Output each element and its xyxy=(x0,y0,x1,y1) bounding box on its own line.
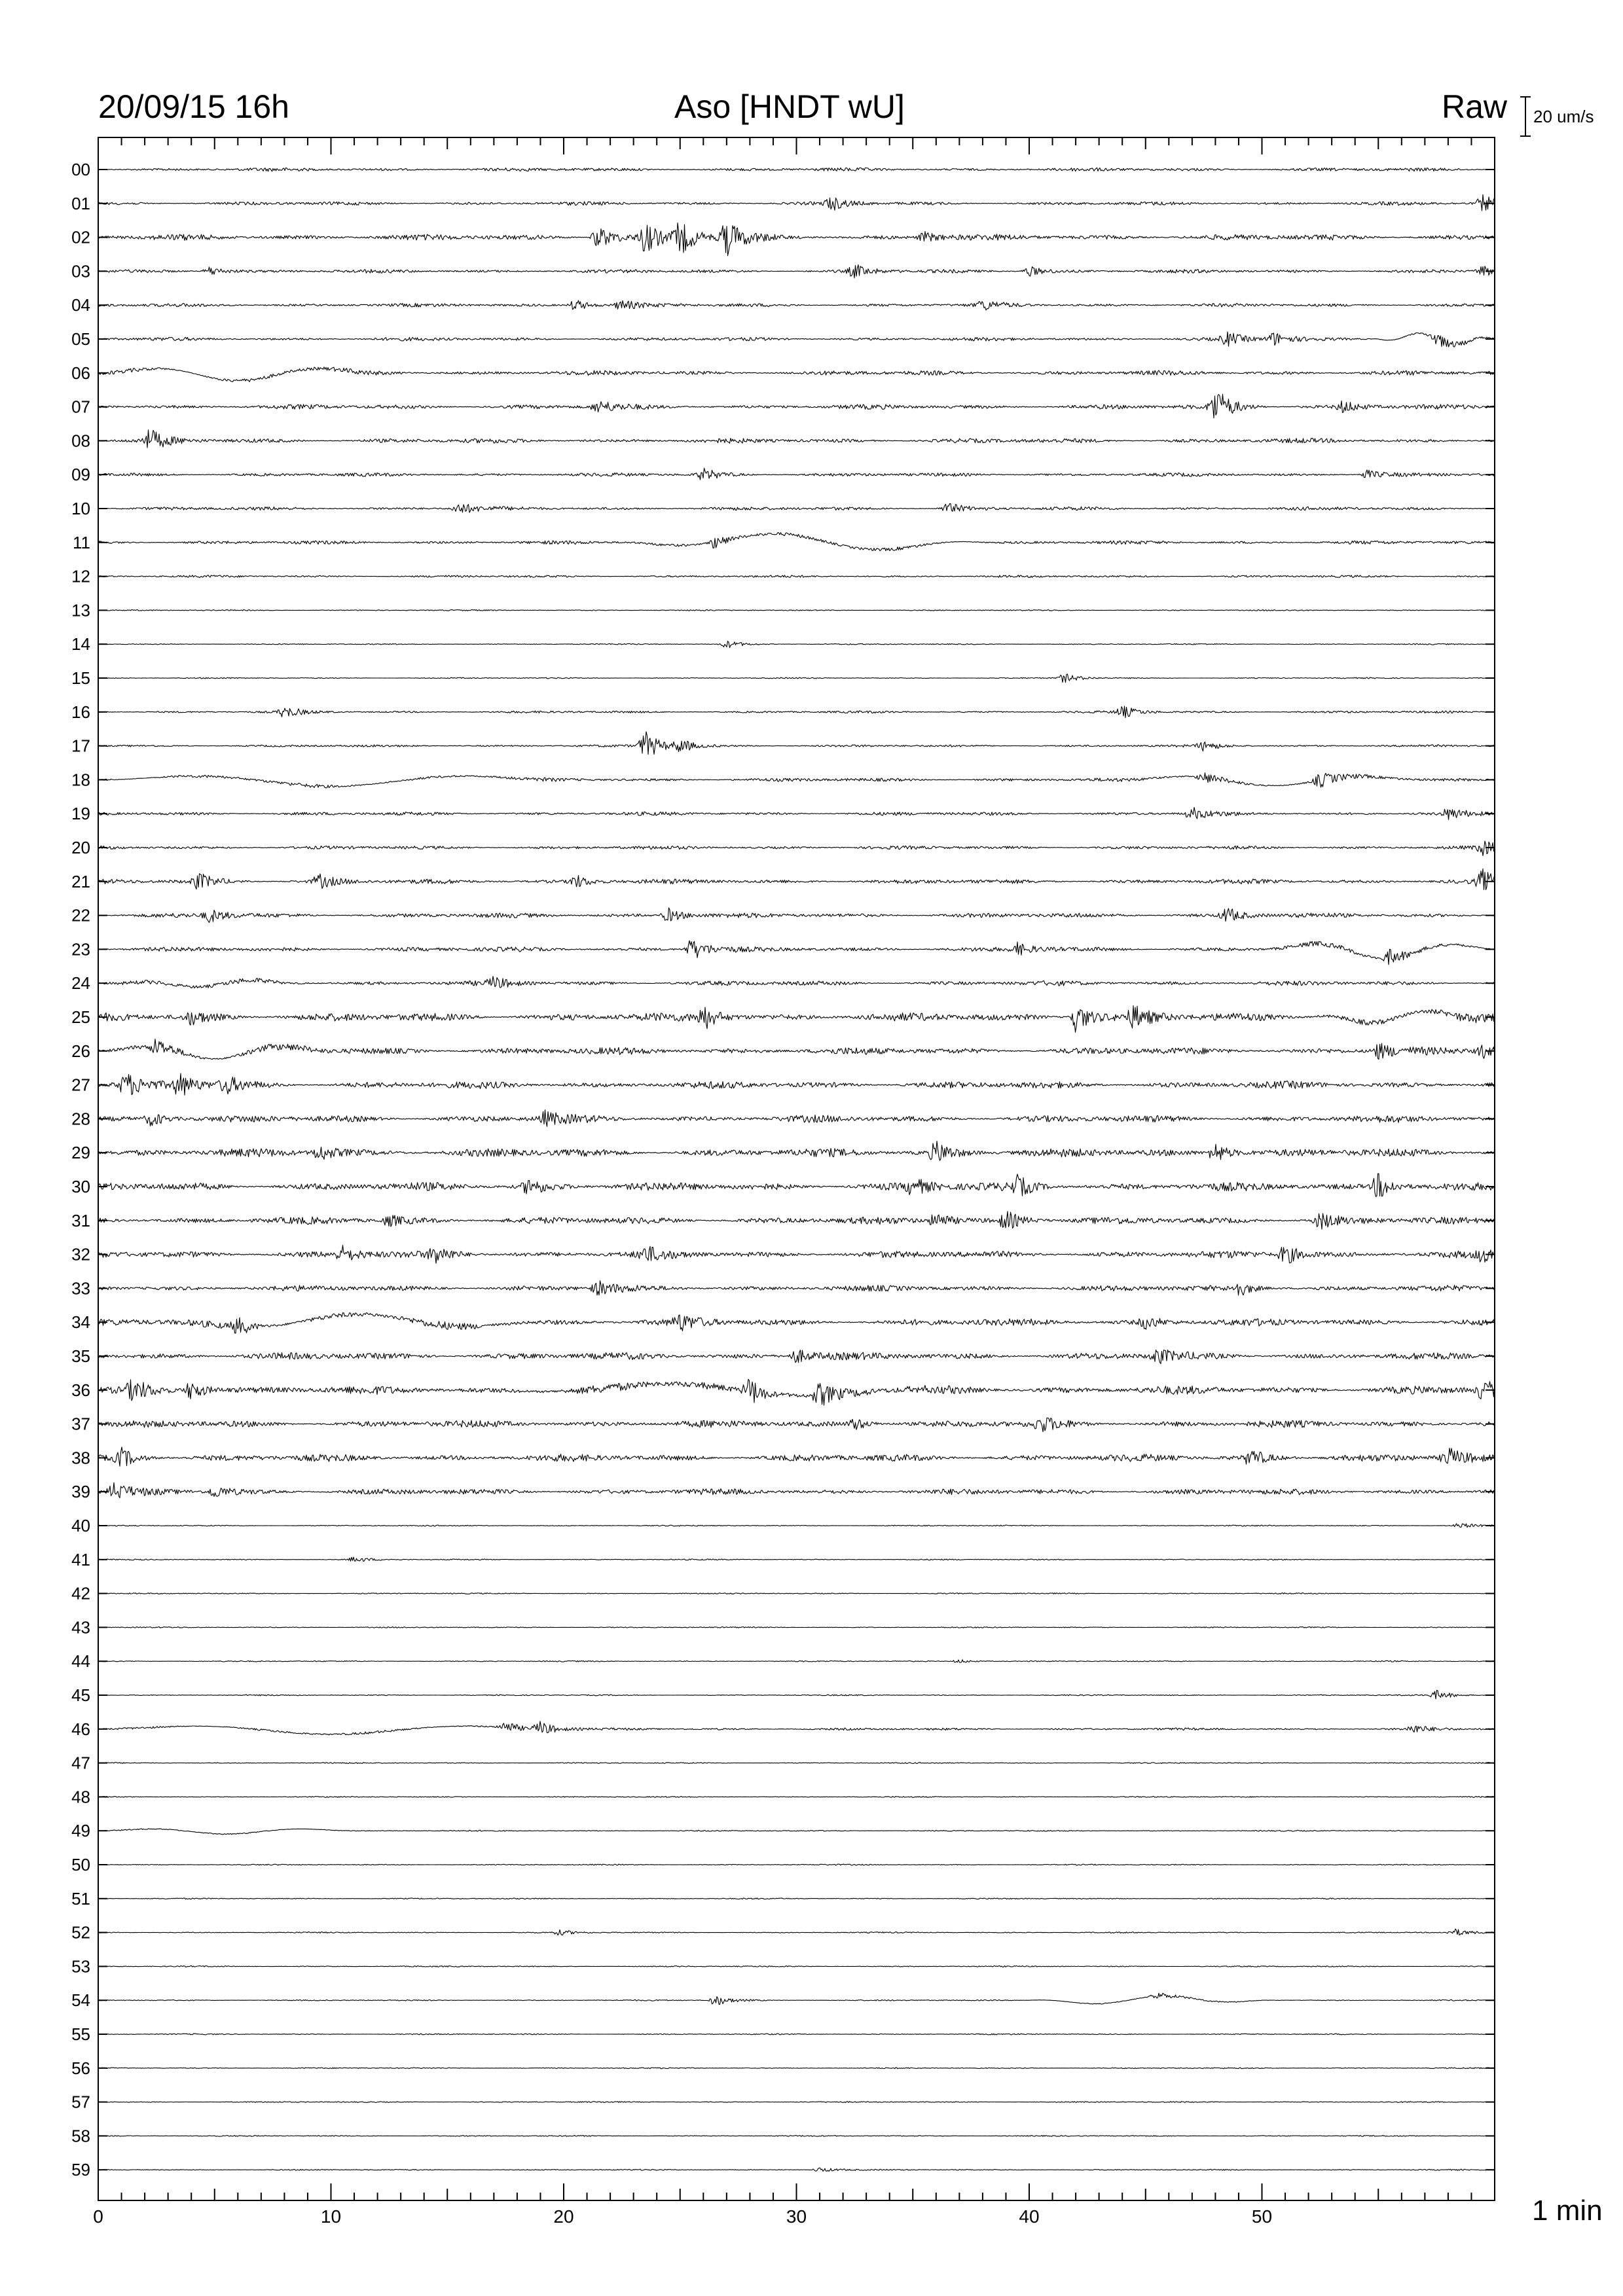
hour-row-label: 29 xyxy=(71,1143,90,1163)
trace-row-10 xyxy=(98,504,1495,513)
hour-row-label: 56 xyxy=(71,2058,90,2078)
trace-row-19 xyxy=(98,808,1495,820)
trace-row-00 xyxy=(98,168,1495,171)
x-tick-label: 20 xyxy=(553,2206,574,2227)
trace-row-09 xyxy=(98,468,1495,480)
traces xyxy=(98,168,1495,2171)
trace-row-23 xyxy=(98,941,1495,965)
hour-row-label: 42 xyxy=(71,1583,90,1604)
trace-row-53 xyxy=(98,1965,1495,1967)
hour-row-label: 17 xyxy=(71,736,90,756)
mode-label: Raw xyxy=(1441,88,1507,125)
hour-row-label: 12 xyxy=(71,566,90,586)
trace-row-17 xyxy=(98,732,1495,755)
trace-row-36 xyxy=(98,1379,1495,1405)
hour-row-label: 31 xyxy=(71,1210,90,1230)
trace-row-18 xyxy=(98,773,1495,788)
hour-row-label: 07 xyxy=(71,397,90,417)
time-axis-unit-label: 1 min xyxy=(1532,2195,1603,2227)
trace-row-58 xyxy=(98,2136,1495,2137)
hour-row-label: 36 xyxy=(71,1380,90,1400)
trace-row-25 xyxy=(98,1006,1495,1033)
x-tick-label: 10 xyxy=(320,2206,342,2227)
hour-row-label: 41 xyxy=(71,1549,90,1570)
hour-row-label: 25 xyxy=(71,1007,90,1027)
hour-row-label: 27 xyxy=(71,1075,90,1095)
x-tick-label: 30 xyxy=(786,2206,807,2227)
hour-row-label: 13 xyxy=(71,600,90,620)
hour-row-label: 22 xyxy=(71,905,90,925)
date-hour-title: 20/09/15 16h xyxy=(98,88,289,125)
trace-row-59 xyxy=(98,2168,1495,2171)
trace-row-24 xyxy=(98,977,1495,988)
hour-row-label: 24 xyxy=(71,973,90,994)
trace-row-12 xyxy=(98,575,1495,578)
trace-row-57 xyxy=(98,2102,1495,2103)
hour-row-label: 48 xyxy=(71,1787,90,1807)
hour-row-label: 09 xyxy=(71,465,90,485)
trace-row-27 xyxy=(98,1073,1495,1095)
hour-row-label: 05 xyxy=(71,329,90,349)
trace-row-54 xyxy=(98,1993,1495,2004)
trace-row-15 xyxy=(98,674,1495,683)
hour-row-label: 49 xyxy=(71,1821,90,1841)
trace-row-56 xyxy=(98,2068,1495,2069)
trace-row-42 xyxy=(98,1593,1495,1594)
trace-row-06 xyxy=(98,367,1495,382)
hour-row-label: 10 xyxy=(71,499,90,518)
hour-row-label: 18 xyxy=(71,770,90,790)
trace-row-46 xyxy=(98,1721,1495,1735)
scale-bar xyxy=(1520,97,1531,136)
hour-row-label: 06 xyxy=(71,363,90,383)
hour-row-label: 33 xyxy=(71,1278,90,1299)
hour-row-label: 15 xyxy=(71,668,90,688)
trace-row-43 xyxy=(98,1626,1495,1628)
hour-row-label: 26 xyxy=(71,1041,90,1061)
trace-row-47 xyxy=(98,1763,1495,1764)
trace-row-26 xyxy=(98,1039,1495,1060)
hour-row-label: 30 xyxy=(71,1177,90,1196)
hour-row-label: 03 xyxy=(71,261,90,281)
hour-row-label: 54 xyxy=(71,1990,90,2011)
hour-row-label: 58 xyxy=(71,2126,90,2146)
trace-row-04 xyxy=(98,300,1495,310)
trace-row-49 xyxy=(98,1829,1495,1835)
trace-row-22 xyxy=(98,908,1495,923)
trace-row-30 xyxy=(98,1174,1495,1196)
trace-row-50 xyxy=(98,1864,1495,1865)
hour-row-label: 34 xyxy=(71,1312,90,1333)
trace-row-28 xyxy=(98,1110,1495,1126)
trace-row-31 xyxy=(98,1211,1495,1229)
trace-row-51 xyxy=(98,1898,1495,1899)
hour-row-label: 02 xyxy=(71,227,90,247)
hour-row-label: 28 xyxy=(71,1109,90,1129)
hour-row-label: 45 xyxy=(71,1685,90,1705)
trace-row-01 xyxy=(98,194,1495,211)
trace-row-08 xyxy=(98,430,1495,448)
hour-row-label: 40 xyxy=(71,1516,90,1535)
hour-row-label: 20 xyxy=(71,838,90,857)
trace-row-13 xyxy=(98,609,1495,611)
scale-bar-label: 20 um/s xyxy=(1533,107,1594,126)
trace-row-38 xyxy=(98,1447,1495,1466)
hour-row-label: 08 xyxy=(71,431,90,451)
hour-row-label: 47 xyxy=(71,1753,90,1773)
x-tick-label: 50 xyxy=(1251,2206,1273,2227)
trace-row-20 xyxy=(98,841,1495,855)
trace-row-41 xyxy=(98,1557,1495,1562)
trace-row-44 xyxy=(98,1660,1495,1662)
trace-row-07 xyxy=(98,394,1495,418)
hour-row-label: 19 xyxy=(71,804,90,824)
hour-row-label: 37 xyxy=(71,1414,90,1434)
trace-row-35 xyxy=(98,1350,1495,1364)
trace-row-32 xyxy=(98,1246,1495,1264)
hour-row-label: 32 xyxy=(71,1244,90,1265)
trace-row-03 xyxy=(98,265,1495,278)
station-title: Aso [HNDT wU] xyxy=(674,88,905,125)
hour-row-label: 14 xyxy=(71,634,90,655)
trace-row-37 xyxy=(98,1418,1495,1431)
x-tick-label: 40 xyxy=(1019,2206,1040,2227)
hour-row-label: 53 xyxy=(71,1956,90,1977)
x-tick-label: 0 xyxy=(93,2206,103,2227)
trace-row-48 xyxy=(98,1797,1495,1798)
trace-row-11 xyxy=(98,533,1495,551)
hour-row-label: 55 xyxy=(71,2024,90,2044)
hour-row-label: 50 xyxy=(71,1855,90,1874)
hour-row-label: 46 xyxy=(71,1719,90,1739)
trace-row-29 xyxy=(98,1141,1495,1161)
trace-row-52 xyxy=(98,1929,1495,1935)
hour-row-label: 39 xyxy=(71,1482,90,1502)
plot-border xyxy=(98,137,1495,2200)
hour-row-label: 00 xyxy=(71,160,90,179)
hour-row-label: 21 xyxy=(71,871,90,891)
hour-row-label: 52 xyxy=(71,1922,90,1943)
hour-row-label: 23 xyxy=(71,939,90,960)
hour-row-label: 57 xyxy=(71,2092,90,2112)
trace-row-05 xyxy=(98,332,1495,347)
hour-row-label: 16 xyxy=(71,702,90,722)
trace-row-39 xyxy=(98,1482,1495,1498)
trace-row-02 xyxy=(98,223,1495,256)
trace-row-14 xyxy=(98,641,1495,648)
plot-frame xyxy=(98,137,1495,2200)
hour-row-label: 51 xyxy=(71,1888,90,1909)
hour-row-label: 35 xyxy=(71,1346,90,1366)
hour-row-label: 38 xyxy=(71,1448,90,1468)
trace-row-40 xyxy=(98,1524,1495,1528)
trace-row-34 xyxy=(98,1313,1495,1333)
trace-row-33 xyxy=(98,1281,1495,1295)
hour-row-label: 11 xyxy=(73,532,90,552)
trace-row-21 xyxy=(98,869,1495,889)
trace-row-16 xyxy=(98,706,1495,718)
hour-row-label: 43 xyxy=(71,1617,90,1638)
hour-row-label: 01 xyxy=(71,193,90,213)
hour-row-label: 59 xyxy=(71,2160,90,2180)
hour-row-label: 44 xyxy=(71,1651,90,1672)
hour-row-label: 04 xyxy=(71,295,90,315)
labels xyxy=(71,160,1272,2227)
trace-row-45 xyxy=(98,1690,1495,1698)
tick-marks xyxy=(98,137,1495,2200)
trace-row-55 xyxy=(98,2034,1495,2035)
